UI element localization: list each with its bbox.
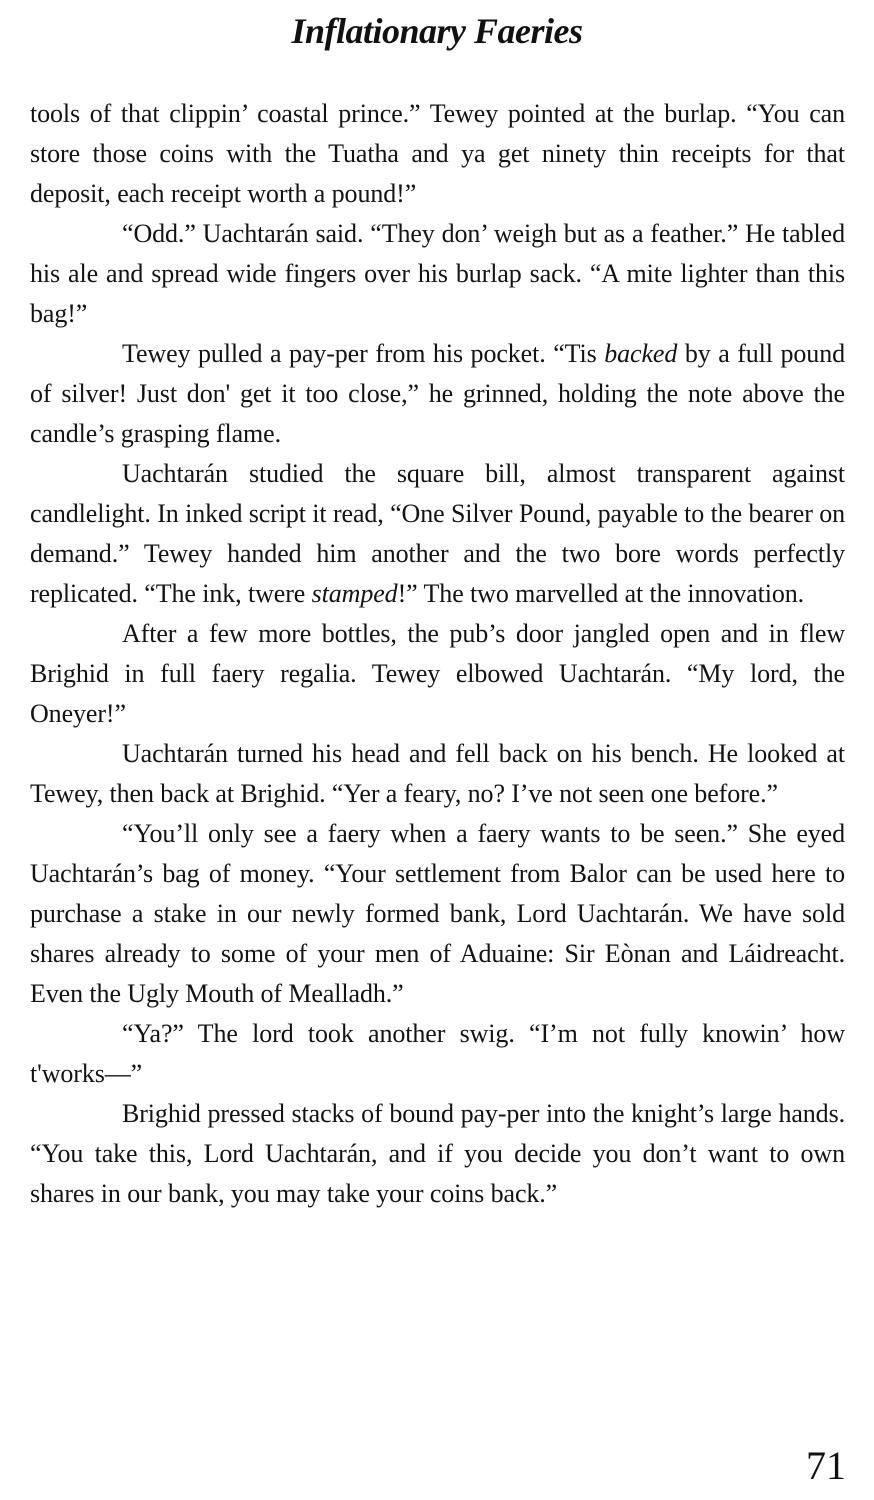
paragraph [30, 214, 845, 334]
paragraph [30, 614, 845, 734]
story-text-block [30, 94, 845, 1214]
paragraph-text: Tewey pulled a pay-per from his pocket. “Tis [122, 339, 605, 368]
chapter-title: Inflationary Faeries [291, 11, 583, 51]
paragraph-text: by a full pound of silver! Just don' get it too close,” he grinned, holding the note above the candle’s grasping flame. [30, 339, 846, 448]
paragraph-text: After a few more bottles, the pub’s door jangled open and in flew Brighid in full faery regalia. Tewey elbowed Uachtarán. “My lord, the Oneyer!” [30, 619, 845, 728]
emphasized-word: stamped [311, 579, 398, 608]
paragraph [30, 94, 845, 214]
paragraph-text: “Odd.” Uachtarán said. “They don’ weigh but as a feather.” He tabled his ale and spread wide fingers over his burlap sack. “A mite lighter than this bag!” [30, 219, 845, 328]
paragraph [30, 814, 845, 1014]
paragraph-text: tools of that clippin’ coastal prince.” Tewey pointed at the burlap. “You can store those coins with the Tuatha and ya get ninety thin receipts for that deposit, each receipt worth a pound!” [30, 99, 845, 208]
page-number: 71 [806, 1443, 846, 1488]
paragraph-text: Uachtarán studied the square bill, almost transparent against candlelight. In inked script it read, “One Silver Pound, payable to the bearer on demand.” Tewey handed him another and the two bore words perfectly replicated. “The ink, twere [30, 459, 845, 608]
paragraph-text: Uachtarán turned his head and fell back on his bench. He looked at Tewey, then back at Brighid. “Yer a feary, no? I’ve not seen one before.” [30, 739, 845, 808]
paragraph-text: “Ya?” The lord took another swig. “I’m not fully knowin’ how t'works—” [30, 1019, 845, 1088]
paragraph [30, 334, 845, 454]
paragraph-text: Brighid pressed stacks of bound pay-per into the knight’s large hands. “You take this, Lord Uachtarán, and if you decide you don’t want to own shares in our bank, you may take your coins back.” [30, 1099, 845, 1208]
paragraph-text: “You’ll only see a faery when a faery wants to be seen.” She eyed Uachtarán’s bag of money. “Your settlement from Balor can be used here to purchase a stake in our newly formed bank, Lord Uachtarán. We have sold shares already to some of your men of Aduaine: Sir Eònan and Láidreacht. Even the Ugly Mouth of Mealladh.” [30, 819, 845, 1008]
paragraph [30, 454, 845, 614]
paragraph [30, 734, 845, 814]
paragraph [30, 1014, 845, 1094]
paragraph-text: !” The two marvelled at the innovation. [397, 579, 805, 608]
emphasized-word: backed [604, 339, 678, 368]
paragraph [30, 1094, 845, 1214]
